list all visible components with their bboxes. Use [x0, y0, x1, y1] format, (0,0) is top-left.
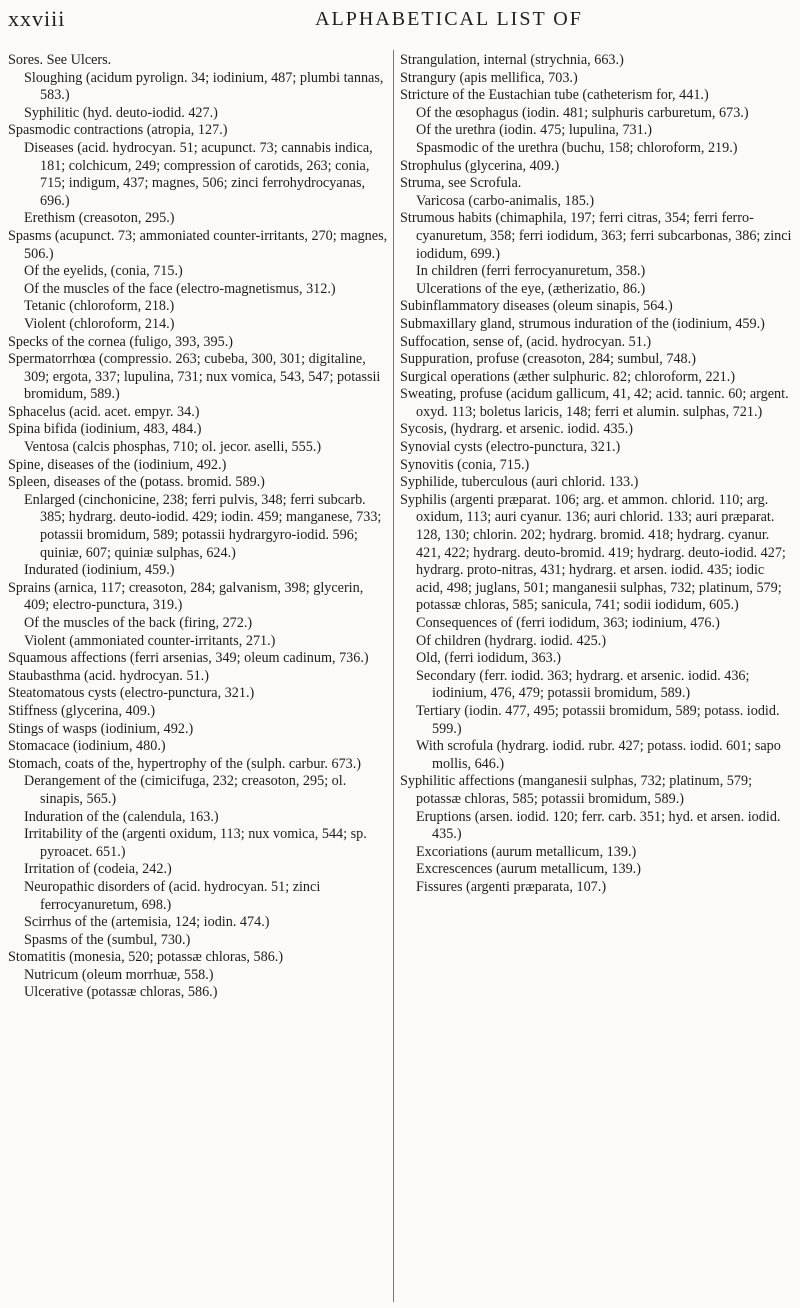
index-entry: Synovial cysts (electro-punctura, 321.)	[400, 439, 621, 456]
index-subentry: In children (ferri ferrocyanuretum, 358.)	[416, 263, 646, 280]
index-subentry: Derangement of the (cimicifuga, 232; creasoton, 295; ol. sinapis, 565.)	[24, 773, 347, 807]
index-subentry: Of the eyelids, (conia, 715.)	[24, 263, 183, 280]
index-entry: Suppuration, profuse (creasoton, 284; sumbul, 748.)	[400, 351, 696, 368]
index-subentry: Tetanic (chloroform, 218.)	[24, 298, 175, 315]
index-subentry: Enlarged (cinchonicine, 238; ferri pulvis, 348; ferri subcarb. 385; hydrarg. deuto-iodid. 429; iodin. 459; manganese, 733; potassii bromidum, 589; potassii hydrargyro-iodid. 596; quiniæ, 607; quiniæ sulphas, 624.)	[24, 491, 382, 561]
index-subentry: Consequences of (ferri iodidum, 363; iodinium, 476.)	[416, 615, 720, 631]
index-subentry: Violent (chloroform, 214.)	[24, 315, 175, 332]
index-entry: Stomach, coats of the, hypertrophy of the (sulph. carbur. 673.)	[8, 755, 362, 772]
index-entry: Stiffness (glycerina, 409.)	[8, 702, 156, 719]
index-entry: Surgical operations (æther sulphuric. 82; chloroform, 221.)	[400, 368, 736, 385]
index-entry: Spasmodic contractions (atropia, 127.)	[8, 122, 228, 139]
index-entry: Suffocation, sense of, (acid. hydrocyan. 51.)	[400, 333, 652, 350]
index-entry: Strangulation, internal (strychnia, 663.)	[400, 52, 624, 68]
index-entry: Spermatorrhœa (compressio. 263; cubeba, 300, 301; digitaline, 309; ergota, 337; lupulina, 731; nux vomica, 543, 547; potassii bromidum, 589.)	[8, 351, 381, 403]
index-subentry: Ventosa (calcis phosphas, 710; ol. jecor. aselli, 555.)	[24, 439, 322, 456]
index-subentry: Violent (ammoniated counter-irritants, 271.)	[24, 632, 276, 649]
index-subentry: Ulcerations of the eye, (ætherizatio, 86.)	[416, 280, 646, 297]
index-subentry: Induration of the (calendula, 163.)	[24, 808, 219, 825]
index-entry: Strangury (apis mellifica, 703.)	[400, 69, 578, 86]
index-entry: Sores. See Ulcers.	[8, 52, 112, 68]
index-entry: Staubasthma (acid. hydrocyan. 51.)	[8, 667, 209, 684]
index-subentry: Diseases (acid. hydrocyan. 51; acupunct. 73; cannabis indica, 181; colchicum, 249; compression of carotids, 263; conia, 715; indigum, 437; magnes, 506; zinci ferrohydrocyanas, 696.)	[24, 139, 373, 209]
index-entry: Subinflammatory diseases (oleum sinapis, 564.)	[400, 298, 673, 315]
index-subentry: Eruptions (arsen. iodid. 120; ferr. carb. 351; hyd. et arsen. iodid. 435.)	[416, 808, 781, 843]
index-entry: Synovitis (conia, 715.)	[400, 456, 530, 473]
page-number: xxviii	[8, 6, 66, 31]
index-entry: Sphacelus (acid. acet. empyr. 34.)	[8, 403, 200, 420]
index-subentry: Varicosa (carbo-animalis, 185.)	[416, 192, 595, 209]
index-entry: Sweating, profuse (acidum gallicum, 41, 42; acid. tannic. 60; argent. oxyd. 113; boletus laricis, 148; ferri et alumin. sulphas, 721.)	[400, 386, 789, 420]
index-subentry: Of the urethra (iodin. 475; lupulina, 731.)	[416, 122, 653, 139]
index-entry: Stings of wasps (iodinium, 492.)	[8, 720, 194, 737]
index-entry: Stomacace (iodinium, 480.)	[8, 738, 166, 755]
index-entry: Syphilide, tuberculous (auri chlorid. 133.)	[400, 474, 639, 491]
index-entry: Strophulus (glycerina, 409.)	[400, 157, 560, 174]
index-subentry: Nutricum (oleum morrhuæ, 558.)	[24, 966, 214, 983]
index-entry: Spleen, diseases of the (potass. bromid. 589.)	[8, 474, 265, 491]
left-column	[8, 52, 390, 1002]
index-entry: Spina bifida (iodinium, 483, 484.)	[8, 421, 202, 438]
index-subentry: Of the muscles of the face (electro-magnetismus, 312.)	[24, 280, 336, 297]
index-entry: Specks of the cornea (fuligo, 393, 395.)	[8, 333, 233, 350]
page-header	[8, 4, 792, 32]
index-subentry: Irritability of the (argenti oxidum, 113; nux vomica, 544; sp. pyroacet. 651.)	[24, 826, 367, 860]
index-entry: Submaxillary gland, strumous induration of the (iodinium, 459.)	[400, 315, 765, 332]
index-entry: Spasms (acupunct. 73; ammoniated counter-irritants, 270; magnes, 506.)	[8, 227, 388, 262]
right-column	[400, 52, 792, 897]
index-subentry: Spasms of the (sumbul, 730.)	[24, 931, 191, 948]
index-subentry: Indurated (iodinium, 459.)	[24, 562, 175, 579]
index-entry: Stricture of the Eustachian tube (catheterism for, 441.)	[400, 87, 709, 104]
column-divider	[393, 50, 394, 1302]
index-entry: Sycosis, (hydrarg. et arsenic. iodid. 435.)	[400, 421, 633, 438]
index-subentry: Excrescences (aurum metallicum, 139.)	[416, 861, 641, 878]
index-subentry: Erethism (creasoton, 295.)	[24, 210, 175, 227]
index-entry: Struma, see Scrofula.	[400, 175, 522, 192]
index-subentry: Sloughing (acidum pyrolign. 34; iodinium, 487; plumbi tannas, 583.)	[24, 69, 384, 104]
index-subentry: Syphilitic (hyd. deuto-iodid. 427.)	[24, 104, 218, 121]
index-entry: Sprains (arnica, 117; creasoton, 284; galvanism, 398; glycerin, 409; electro-punctura, 319.)	[8, 579, 364, 614]
index-subentry: Neuropathic disorders of (acid. hydrocyan. 51; zinci ferrocyanuretum, 698.)	[24, 878, 321, 913]
index-entry: Squamous affections (ferri arsenias, 349; oleum cadinum, 736.)	[8, 650, 369, 667]
index-subentry: Irritation of (codeia, 242.)	[24, 861, 172, 878]
index-entry: Syphilis (argenti præparat. 106; arg. et ammon. chlorid. 110; arg. oxidum, 113; auri cyanur. 136; auri chlorid. 133; auri præparat. 128, 130; chlorin. 202; hydrarg. bromid. 418; hydrarg. cyanur. 421, 422; hydrarg. deuto-bromid. 419; hydrarg. deuto-iodid. 427; hydrarg. proto-nitras, 431; hydrarg. et arsen. iodid. 435; iodic acid, 498; juglans, 501; manganesii sulphas, 732; platinum, 579; potassæ chloras, 585; sanicula, 741; sodii iodidum, 605.)	[400, 491, 786, 614]
index-subentry: Excoriations (aurum metallicum, 139.)	[416, 843, 637, 860]
index-subentry: Old, (ferri iodidum, 363.)	[416, 650, 561, 667]
index-subentry: Of the muscles of the back (firing, 272.)	[24, 615, 253, 631]
index-entry: Syphilitic affections (manganesii sulphas, 732; platinum, 579; potassæ chloras, 585; potassii bromidum, 589.)	[400, 773, 753, 807]
index-entry: Stomatitis (monesia, 520; potassæ chloras, 586.)	[8, 949, 284, 966]
index-subentry: Spasmodic of the urethra (buchu, 158; chloroform, 219.)	[416, 139, 738, 156]
index-subentry: Fissures (argenti præparata, 107.)	[416, 878, 607, 895]
index-subentry: Tertiary (iodin. 477, 495; potassii bromidum, 589; potass. iodid. 599.)	[416, 702, 780, 737]
index-subentry: With scrofula (hydrarg. iodid. rubr. 427; potass. iodid. 601; sapo mollis, 646.)	[416, 738, 781, 772]
index-subentry: Scirrhus of the (artemisia, 124; iodin. 474.)	[24, 914, 270, 931]
index-subentry: Of the œsophagus (iodin. 481; sulphuris carburetum, 673.)	[416, 104, 749, 121]
index-entry: Steatomatous cysts (electro-punctura, 321.)	[8, 685, 255, 702]
index-entry: Spine, diseases of the (iodinium, 492.)	[8, 456, 227, 473]
index-entry: Strumous habits (chimaphila, 197; ferri citras, 354; ferri ferro-cyanuretum, 358; ferri iodidum, 363; ferri subcarbonas, 386; zinci iodidum, 699.)	[400, 210, 792, 262]
running-title: ALPHABETICAL LIST OF	[315, 8, 583, 30]
index-subentry: Ulcerative (potassæ chloras, 586.)	[24, 984, 218, 1001]
index-subentry: Secondary (ferr. iodid. 363; hydrarg. et arsenic. iodid. 436; iodinium, 476, 479; potassii bromidum, 589.)	[416, 667, 750, 702]
index-subentry: Of children (hydrarg. iodid. 425.)	[416, 632, 607, 649]
